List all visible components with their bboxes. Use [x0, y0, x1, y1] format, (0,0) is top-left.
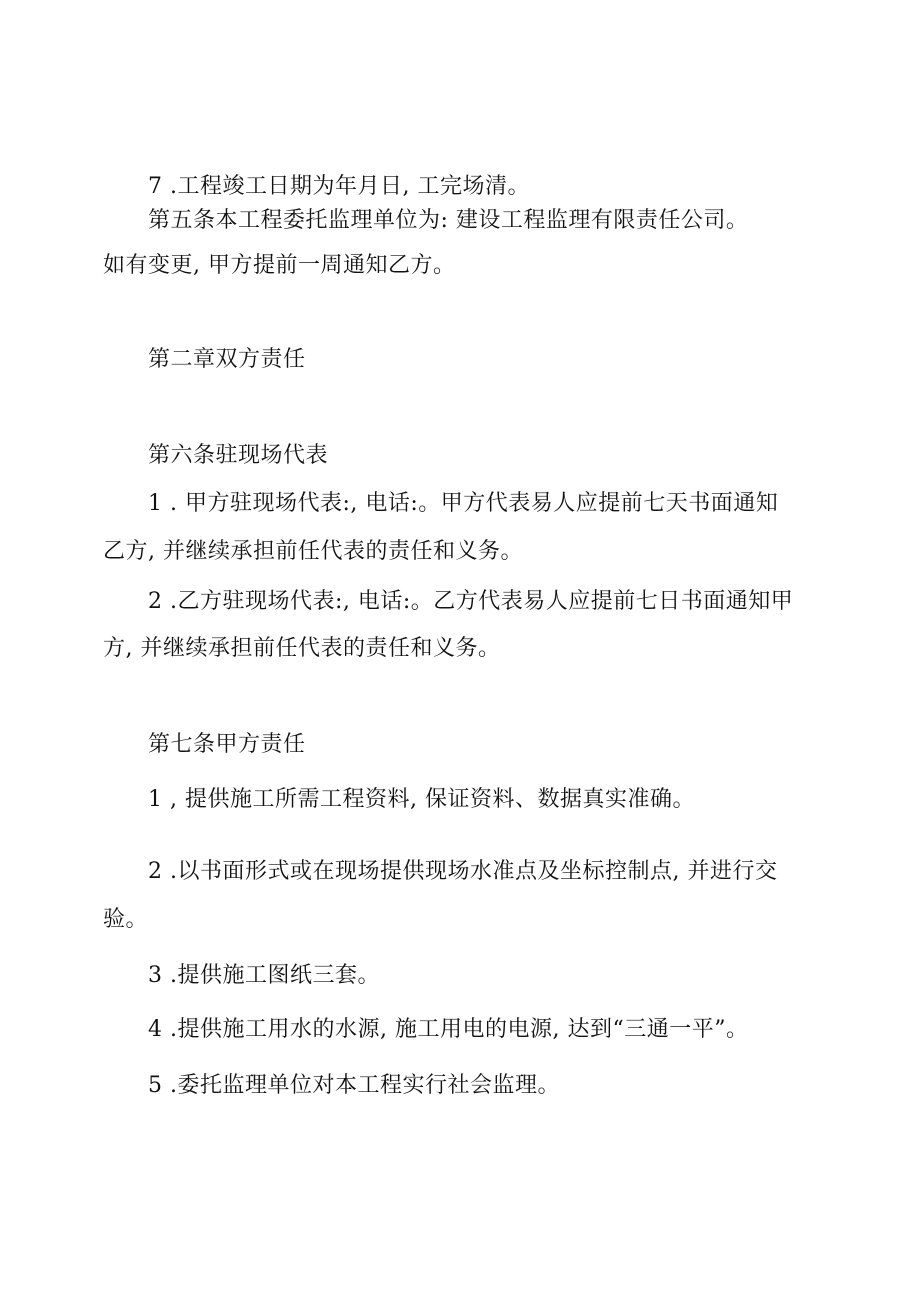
- article-7-item-3: 3 .提供施工图纸三套。: [148, 963, 380, 988]
- article-6-heading: 第六条驻现场代表: [148, 443, 329, 468]
- article-5-supervision-unit: 第五条本工程委托监理单位为: 建设工程监理有限责任公司。: [148, 208, 749, 233]
- chapter-2-heading: 第二章双方责任: [148, 347, 306, 372]
- clause-7-completion-date: 7 .工程竣工日期为年月日, 工完场清。: [148, 174, 530, 199]
- article-5-continuation: 如有变更, 甲方提前一周通知乙方。: [103, 253, 456, 278]
- article-7-heading: 第七条甲方责任: [148, 732, 306, 757]
- article-7-item-2: 2 .以书面形式或在现场提供现场水准点及坐标控制点, 并进行交: [148, 859, 778, 884]
- article-7-item-2-continuation: 验。: [103, 907, 149, 932]
- article-6-item-1-continuation: 乙方, 并继续承担前任代表的责任和义务。: [103, 539, 523, 564]
- article-7-item-5: 5 .委托监理单位对本工程实行社会监理。: [148, 1073, 560, 1098]
- article-7-item-4: 4 .提供施工用水的水源, 施工用电的电源, 达到“三通一平”。: [148, 1017, 749, 1042]
- article-6-item-2-continuation: 方, 并继续承担前任代表的责任和义务。: [103, 636, 501, 661]
- article-7-item-1: 1 , 提供施工所需工程资料, 保证资料、数据真实准确。: [148, 787, 695, 812]
- article-6-item-2: 2 .乙方驻现场代表:, 电话:。乙方代表易人应提前七日书面通知甲: [148, 589, 794, 614]
- article-6-item-1: 1 . 甲方驻现场代表:, 电话:。甲方代表易人应提前七天书面通知: [148, 491, 779, 516]
